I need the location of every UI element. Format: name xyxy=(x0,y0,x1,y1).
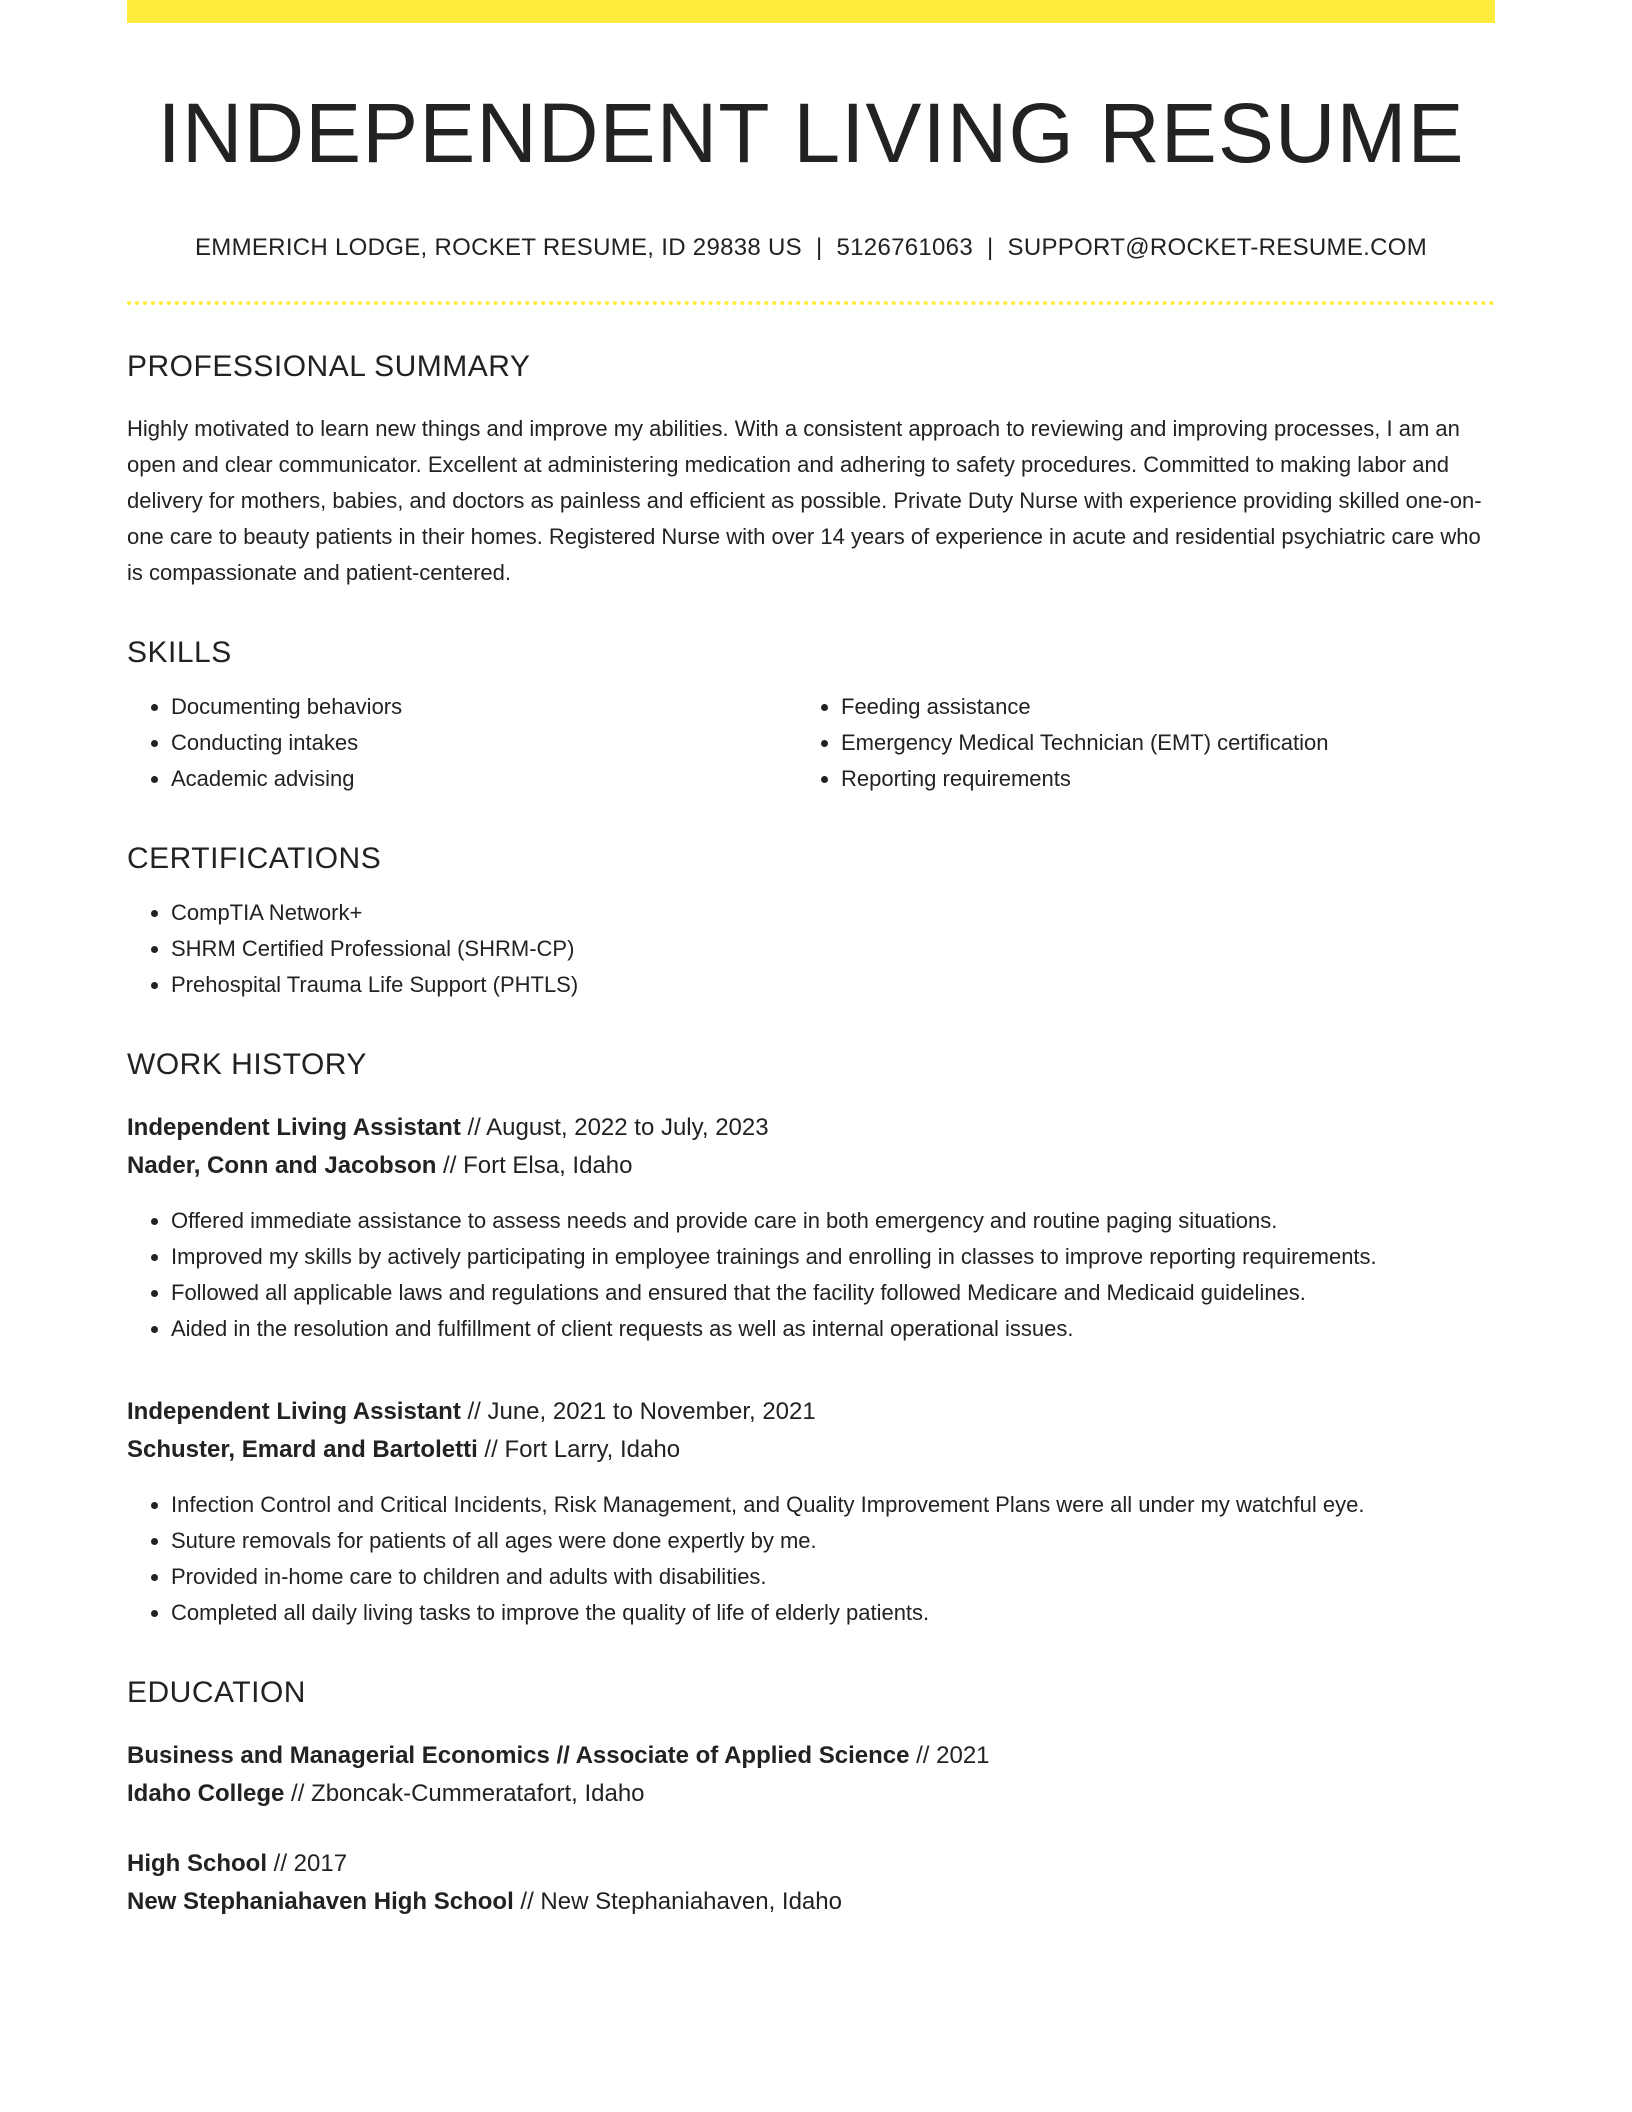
job-location: // Fort Larry, Idaho xyxy=(477,1435,681,1463)
education-school: New Stephaniahaven High School xyxy=(127,1887,514,1915)
job-entry xyxy=(127,1109,1495,1347)
contact-separator: | xyxy=(815,233,823,261)
contact-phone: 5126761063 xyxy=(836,233,973,261)
job-company: Schuster, Emard and Bartoletti xyxy=(127,1435,478,1463)
certification-item: • Prehospital Trauma Life Support (PHTLS) xyxy=(171,967,1495,1003)
job-bullets xyxy=(127,1487,1495,1631)
contact-separator: | xyxy=(986,233,994,261)
education-year: // 2017 xyxy=(267,1849,348,1877)
work-history-heading: WORK HISTORY xyxy=(127,1047,367,1081)
skills-section xyxy=(127,635,1495,797)
skill-item: • Academic advising xyxy=(171,761,801,797)
skills-heading: SKILLS xyxy=(127,635,232,669)
job-bullet: • Infection Control and Critical Incidents, Risk Management, and Quality Improvement Plans were all under my watchful eye. xyxy=(171,1487,1495,1523)
job-location: // Fort Elsa, Idaho xyxy=(436,1151,633,1179)
job-bullet: • Suture removals for patients of all ages were done expertly by me. xyxy=(171,1523,1495,1559)
job-company-line xyxy=(127,1431,1495,1469)
job-dates: // August, 2022 to July, 2023 xyxy=(460,1113,769,1141)
education-degree: High School xyxy=(127,1849,267,1877)
summary-section xyxy=(127,349,1495,591)
job-bullet: • Completed all daily living tasks to improve the quality of life of elderly patients. xyxy=(171,1595,1495,1631)
education-location: // Zboncak-Cummeratafort, Idaho xyxy=(284,1779,645,1807)
skill-item: • Feeding assistance xyxy=(841,689,1471,725)
contact-line xyxy=(127,232,1495,263)
education-section xyxy=(127,1675,1495,1921)
certification-item: • SHRM Certified Professional (SHRM-CP) xyxy=(171,931,1495,967)
job-bullet: • Provided in-home care to children and adults with disabilities. xyxy=(171,1559,1495,1595)
dotted-divider xyxy=(127,301,1495,305)
certifications-list xyxy=(127,895,1495,1003)
education-location: // New Stephaniahaven, Idaho xyxy=(513,1887,842,1915)
certifications-section xyxy=(127,841,1495,1003)
job-bullet: • Aided in the resolution and fulfillment of client requests as well as internal operational issues. xyxy=(171,1311,1495,1347)
job-bullet: • Improved my skills by actively participating in employee trainings and enrolling in classes to improve reporting requirements. xyxy=(171,1239,1495,1275)
resume-content xyxy=(127,23,1495,1921)
job-bullets xyxy=(127,1203,1495,1347)
job-bullet: • Offered immediate assistance to assess needs and provide care in both emergency and routine paging situations. xyxy=(171,1203,1495,1239)
skill-item: • Reporting requirements xyxy=(841,761,1471,797)
job-title-line xyxy=(127,1393,1495,1431)
skills-columns xyxy=(127,689,1495,797)
job-title: Independent Living Assistant xyxy=(127,1397,461,1425)
accent-top-bar xyxy=(127,0,1495,23)
job-title: Independent Living Assistant xyxy=(127,1113,461,1141)
education-entry xyxy=(127,1845,1495,1921)
education-entry xyxy=(127,1737,1495,1813)
education-school-line xyxy=(127,1775,1495,1813)
job-dates: // June, 2021 to November, 2021 xyxy=(460,1397,816,1425)
job-company-line xyxy=(127,1147,1495,1185)
education-school-line xyxy=(127,1883,1495,1921)
skill-item: • Documenting behaviors xyxy=(171,689,801,725)
education-degree: Business and Managerial Economics // Associate of Applied Science xyxy=(127,1741,910,1769)
job-company: Nader, Conn and Jacobson xyxy=(127,1151,437,1179)
summary-text: Highly motivated to learn new things and improve my abilities. With a consistent approach to reviewing and improving processes, I am an open and clear communicator. Excellent at administering medication and adhering to safety procedures. Committed to making labor and delivery for mothers, babies, and doctors as painless and efficient as possible. Private Duty Nurse with experience providing skilled one-on-one care to beauty patients in their homes. Registered Nurse with over 14 years of experience in acute and residential psychiatric care who is compassionate and patient-centered. xyxy=(127,415,1482,585)
job-title-line xyxy=(127,1109,1495,1147)
certifications-heading: CERTIFICATIONS xyxy=(127,841,382,875)
skills-list-left xyxy=(127,689,801,797)
skills-list-right xyxy=(801,689,1471,797)
education-degree-line xyxy=(127,1845,1495,1883)
resume-title: INDEPENDENT LIVING RESUME xyxy=(157,86,1465,180)
skill-item: • Conducting intakes xyxy=(171,725,801,761)
job-bullet: • Followed all applicable laws and regulations and ensured that the facility followed Medicare and Medicaid guidelines. xyxy=(171,1275,1495,1311)
summary-heading: PROFESSIONAL SUMMARY xyxy=(127,349,531,383)
education-year: // 2021 xyxy=(909,1741,990,1769)
skill-item: • Emergency Medical Technician (EMT) certification xyxy=(841,725,1471,761)
education-school: Idaho College xyxy=(127,1779,285,1807)
contact-address: EMMERICH LODGE, ROCKET RESUME, ID 29838 US xyxy=(194,233,802,261)
certification-item: • CompTIA Network+ xyxy=(171,895,1495,931)
education-heading: EDUCATION xyxy=(127,1675,306,1709)
job-entry xyxy=(127,1393,1495,1631)
education-degree-line xyxy=(127,1737,1495,1775)
contact-email: SUPPORT@ROCKET-RESUME.COM xyxy=(1007,233,1427,261)
work-history-section xyxy=(127,1047,1495,1631)
